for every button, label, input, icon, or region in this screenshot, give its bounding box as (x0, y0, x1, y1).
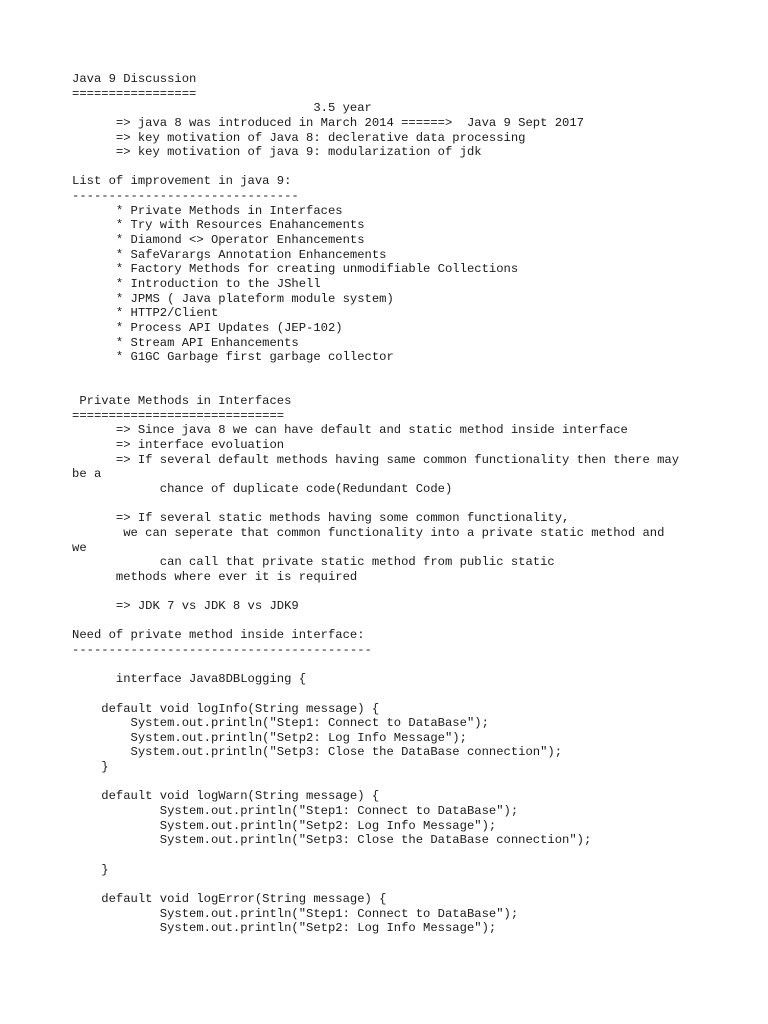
text-line: be a (72, 467, 102, 482)
text-line: System.out.println("Step1: Connect to DataBase"); (72, 804, 519, 819)
text-line: => key motivation of Java 8: declerative data processing (72, 130, 526, 145)
text-line: => java 8 was introduced in March 2014 ======> Java 9 Sept 2017 (72, 115, 584, 130)
text-line: => If several default methods having same common functionality then there may (72, 452, 680, 467)
text-line: 3.5 year (72, 101, 372, 116)
text-line (72, 687, 679, 702)
text-line (72, 379, 679, 394)
text-line: ----------------------------------------- (72, 642, 372, 657)
text-line: System.out.println("Setp2: Log Info Message"); (72, 818, 497, 833)
text-line: * JPMS ( Java plateform module system) (72, 291, 394, 306)
text-line: default void logWarn(String message) { (72, 789, 380, 804)
text-line: => If several static methods having some common functionality, (72, 511, 570, 526)
text-line: * SafeVarargs Annotation Enhancements (72, 247, 387, 262)
text-line: we can seperate that common functionality into a private static method and (72, 525, 665, 540)
text-line: } (72, 760, 109, 775)
text-line: default void logInfo(String message) { (72, 701, 380, 716)
text-line (72, 658, 679, 673)
text-line: List of improvement in java 9: (72, 174, 292, 189)
text-line: => interface evoluation (72, 438, 285, 453)
text-line (72, 614, 679, 629)
text-line: * HTTP2/Client (72, 306, 219, 321)
text-line: * G1GC Garbage first garbage collector (72, 350, 394, 365)
text-line: } (72, 862, 109, 877)
text-line: * Factory Methods for creating unmodifiable Collections (72, 262, 519, 277)
text-line: Need of private method inside interface: (72, 628, 365, 643)
text-line: ================= (72, 86, 197, 101)
text-line: Java 9 Discussion (72, 72, 197, 86)
text-line (72, 497, 679, 512)
text-line: ------------------------------- (72, 189, 299, 204)
text-line: we (72, 540, 87, 555)
text-line: System.out.println("Setp2: Log Info Message"); (72, 730, 467, 745)
text-line: System.out.println("Setp3: Close the DataBase connection"); (72, 833, 592, 848)
text-line: => key motivation of java 9: modularization of jdk (72, 145, 482, 160)
text-line (72, 848, 679, 863)
text-line (72, 160, 679, 175)
text-line (72, 584, 679, 599)
text-line: can call that private static method from public static (72, 555, 555, 570)
text-line: * Introduction to the JShell (72, 276, 321, 291)
text-line: chance of duplicate code(Redundant Code) (72, 481, 453, 496)
text-line: * Diamond <> Operator Enhancements (72, 233, 365, 248)
text-line: System.out.println("Step1: Connect to DataBase"); (72, 716, 489, 731)
text-line: methods where ever it is required (72, 569, 358, 584)
text-line: * Stream API Enhancements (72, 335, 299, 350)
text-line: default void logError(String message) { (72, 891, 387, 906)
text-line (72, 877, 679, 892)
text-line: System.out.println("Setp3: Close the DataBase connection"); (72, 745, 563, 760)
text-line: => JDK 7 vs JDK 8 vs JDK9 (72, 599, 299, 614)
text-line: Private Methods in Interfaces (72, 394, 292, 409)
text-line: ============================= (72, 408, 285, 423)
text-line: System.out.println("Setp2: Log Info Message"); (72, 921, 497, 936)
text-line: => Since java 8 we can have default and static method inside interface (72, 423, 628, 438)
text-line: interface Java8DBLogging { (72, 672, 307, 687)
text-line: * Try with Resources Enahancements (72, 218, 365, 233)
text-line: System.out.println("Step1: Connect to DataBase"); (72, 906, 519, 921)
document-text (72, 72, 679, 936)
text-line (72, 775, 679, 790)
text-line (72, 365, 679, 380)
text-line: * Private Methods in Interfaces (72, 203, 343, 218)
text-line: * Process API Updates (JEP-102) (72, 320, 343, 335)
